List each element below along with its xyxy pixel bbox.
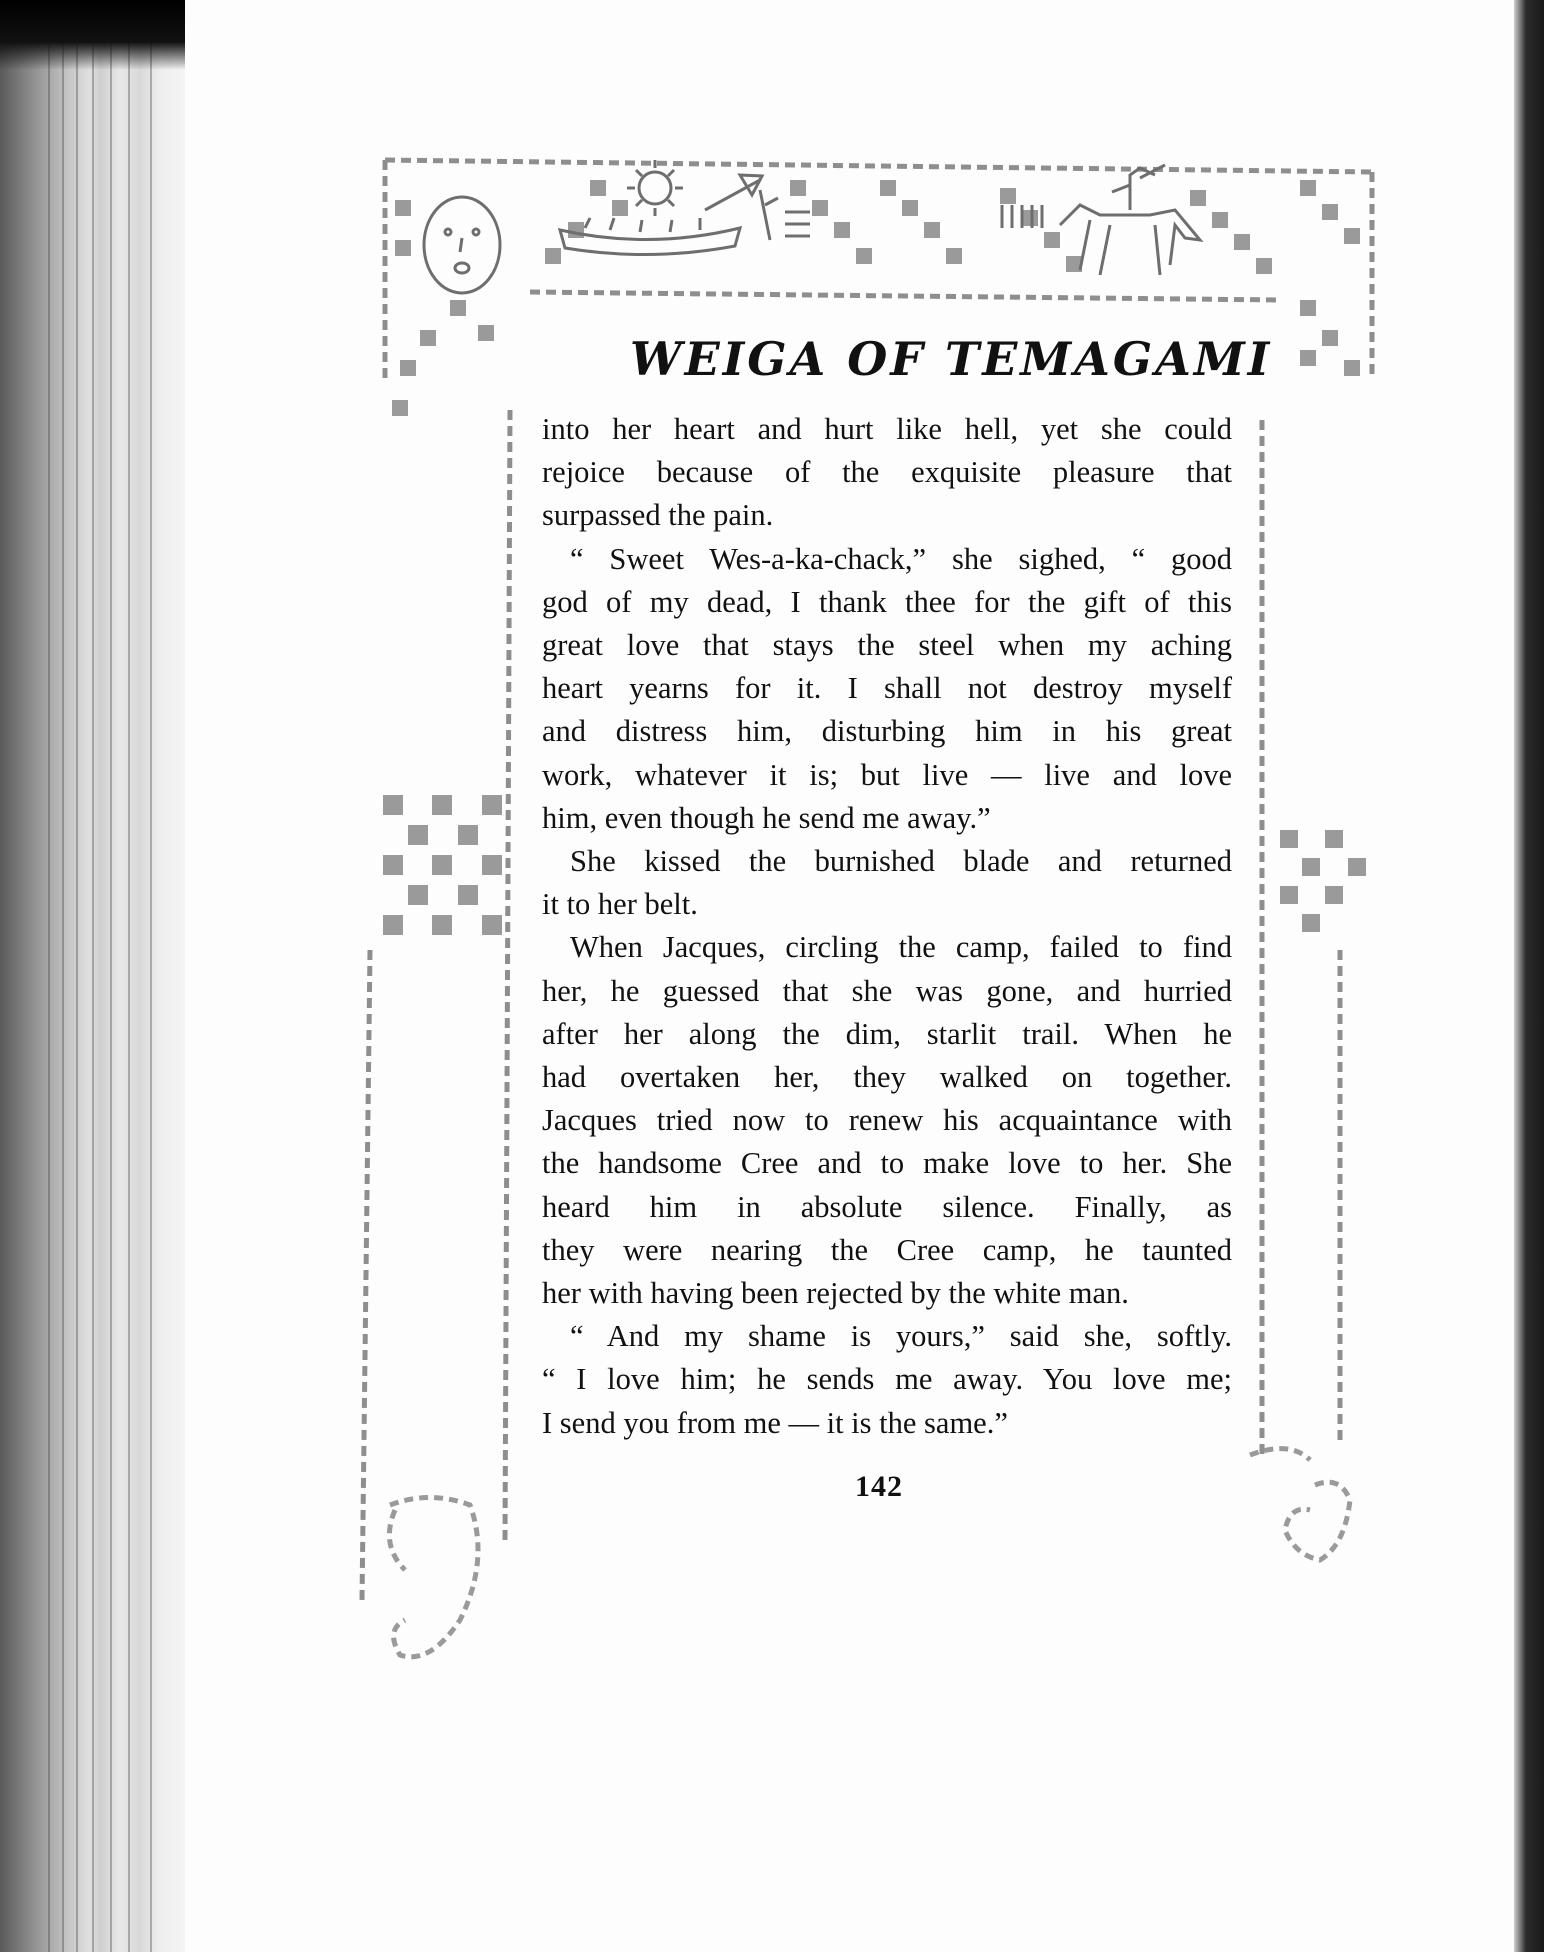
text-line: I send you from me — it is the same.” — [542, 1405, 1008, 1440]
text-line: “ And my shame is yours,” said she, softly. — [570, 1319, 1232, 1354]
text-line: they were nearing the Cree camp, he taunted — [542, 1232, 1232, 1267]
text-line: When Jacques, circling the camp, failed to find — [570, 930, 1232, 965]
canoe-icon — [560, 218, 740, 255]
text-line: surpassed the pain. — [542, 498, 774, 533]
text-line: rejoice because of the exquisite pleasure that — [542, 455, 1232, 490]
text-line: it to her belt. — [542, 887, 698, 922]
text-line: Jacques tried now to renew his acquaintance with — [542, 1103, 1232, 1138]
arrow-icon — [705, 175, 778, 240]
border-left-outer-bottom — [362, 950, 370, 1600]
text-line: her, he guessed that she was gone, and hurried — [542, 973, 1232, 1008]
text-line: “ Sweet Wes-a-ka-chack,” she sighed, “ good — [570, 541, 1232, 576]
border-inner-top — [530, 292, 1280, 300]
text-line: him, even though he send me away.” — [542, 800, 991, 835]
text-line: work, whatever it is; but live — live and love — [542, 757, 1232, 792]
running-title: WEIGA OF TEMAGAMI — [630, 332, 1273, 386]
text-line: her with having been rejected by the white man. — [542, 1276, 1129, 1311]
text-line: heart yearns for it. I shall not destroy myself — [542, 671, 1232, 706]
sun-icon — [627, 160, 683, 216]
border-top-line — [385, 160, 1372, 172]
text-line: and distress him, disturbing him in his great — [542, 714, 1232, 749]
text-line: She kissed the burnished blade and returned — [570, 844, 1232, 879]
text-line: heard him in absolute silence. Finally, as — [542, 1189, 1232, 1224]
text-line: great love that stays the steel when my aching — [542, 628, 1232, 663]
horse-rider-icon — [1060, 165, 1200, 275]
body-text — [542, 408, 1232, 1445]
text-line: had overtaken her, they walked on together. — [542, 1060, 1232, 1095]
sun-face-icon — [424, 197, 500, 293]
text-line: into her heart and hurt like hell, yet she could — [542, 412, 1232, 446]
text-line: after her along the dim, starlit trail. When he — [542, 1016, 1232, 1051]
text-line: the handsome Cree and to make love to her. She — [542, 1146, 1232, 1181]
border-left-inner — [505, 410, 510, 1540]
text-line: god of my dead, I thank thee for the gift of this — [542, 584, 1232, 619]
page-number: 142 — [855, 1470, 903, 1503]
text-line: “ I love him; he sends me away. You love me; — [542, 1362, 1232, 1397]
